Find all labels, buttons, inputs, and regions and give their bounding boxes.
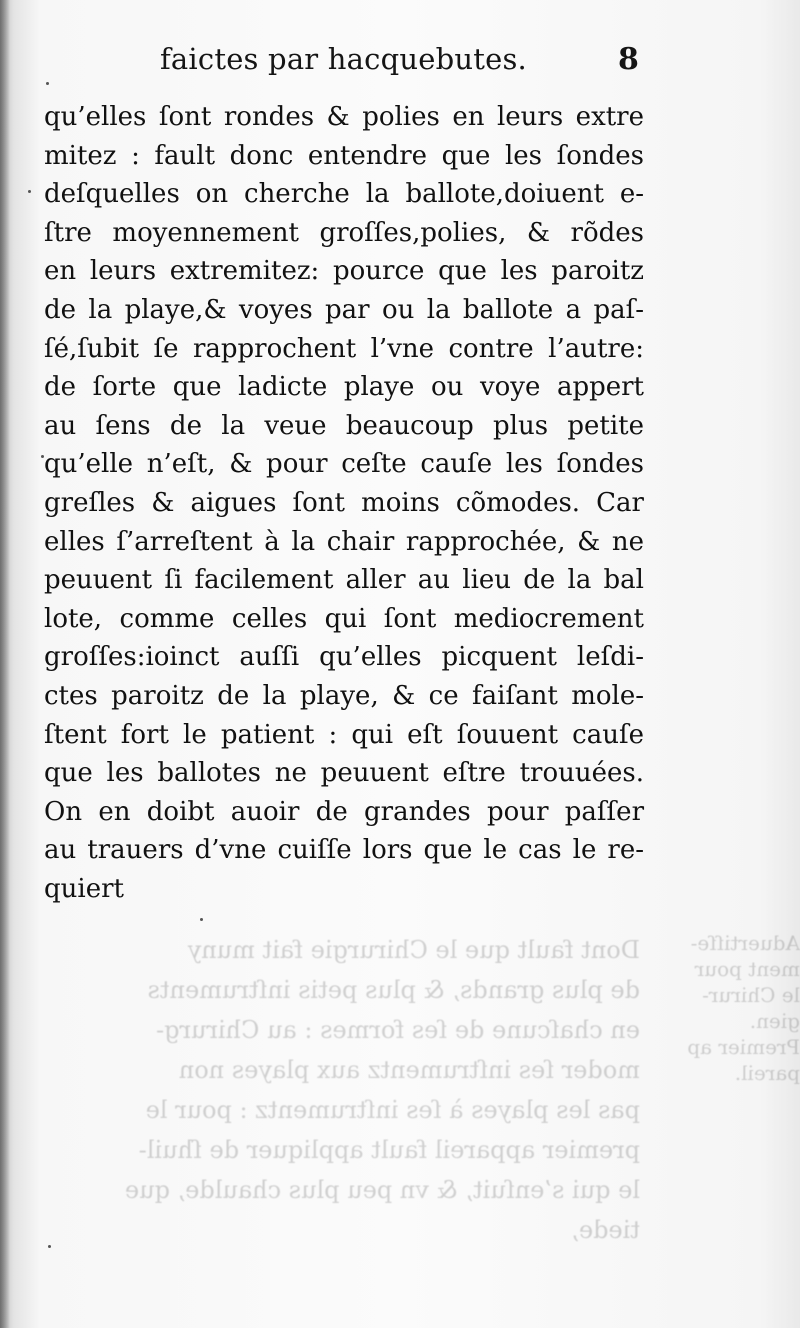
text-line: de ſorte que ladicte playe ou voye appert [44, 372, 644, 403]
text-line: ſé,ſubit ſe rapprochent l’vne contre l’autre: [44, 333, 644, 364]
text-line: de la playe,& voyes par ou la ballote a paſ- [44, 294, 644, 325]
bleed-line: de plus grands, & plus petis inſtruments [147, 976, 640, 1004]
ink-speck [28, 190, 31, 193]
bleed-line: le qui s’enſuit, & vn peu plus chaulde, que [124, 1176, 640, 1204]
text-line: que les ballotes ne peuuent eſtre trouuées. [44, 758, 644, 789]
gutter-shadow [0, 0, 10, 1328]
text-line: groſſes:ioinct auſſi qu’elles picquent leſdi- [44, 642, 644, 673]
margin-note-line: gien. [749, 1009, 800, 1033]
bleed-line: premier appareil fault appliquer de ſhuil- [138, 1136, 640, 1164]
body-text-block [44, 98, 644, 908]
text-line: greſles & aigues ſont moins cõmodes. Car [44, 487, 644, 518]
page-number: 8 [618, 42, 639, 77]
ink-speck [48, 1245, 51, 1248]
text-line: ctes paroitz de la playe, & ce faiſant mole- [44, 680, 644, 711]
margin-note-line: pareil. [734, 1061, 800, 1085]
text-line: en leurs extremitez: pource que les paroitz [44, 256, 644, 287]
text-line: qu’elles ſont rondes & polies en leurs extre [44, 102, 644, 132]
text-line: ſtre moyennement groſſes,polies, & rõdes [44, 217, 644, 248]
bleed-through-margin-notes [650, 930, 800, 1086]
text-line: On en doibt auoir de grandes pour paſſer [44, 796, 644, 827]
margin-note-line: Aduertiſſe- [690, 931, 800, 955]
margin-note-line: ment pour [694, 957, 800, 981]
bleed-through-text [40, 920, 800, 1280]
bleed-line: en chaſcune de ſes formes : au Chirurg- [156, 1016, 640, 1044]
margin-note-line: Premier ap [687, 1035, 800, 1059]
text-line: elles ſ’arreſtent à la chair rapprochée, & ne [44, 526, 644, 557]
text-line: qu’elle n’eſt, & pour ceſte cauſe les ſondes [44, 449, 644, 480]
bleed-line: pas les playes à ſes inſtrumentz : pour le [145, 1096, 640, 1124]
text-line: quiert [44, 873, 124, 904]
margin-note-line: le Chirur- [702, 983, 800, 1007]
bleed-line: moder ſes inſtrumentz aux playes non [178, 1056, 640, 1084]
bleed-line: tiede, [571, 1216, 640, 1244]
text-line: mitez : fault donc entendre que les ſondes [44, 140, 644, 171]
bleed-line: Dont fault que le Chirurgie fait muny [187, 936, 640, 964]
running-title: faictes par hacquebutes. [160, 42, 527, 76]
bleed-through-body [80, 930, 640, 1250]
text-line: au ſens de la veue beaucoup plus petite [44, 410, 644, 441]
text-line: deſquelles on cherche la ballote,doiuent e- [44, 179, 644, 210]
ink-speck [200, 918, 203, 921]
ink-speck [46, 82, 49, 85]
text-line: ſtent fort le patient : qui eſt ſouuent cauſe [44, 719, 644, 750]
ink-speck [41, 455, 44, 458]
text-line: peuuent ſi facilement aller au lieu de la bal [44, 565, 644, 596]
text-line: au trauers d’vne cuiſſe lors que le cas le re- [44, 835, 644, 866]
text-line: lote, comme celles qui ſont mediocrement [44, 603, 644, 634]
